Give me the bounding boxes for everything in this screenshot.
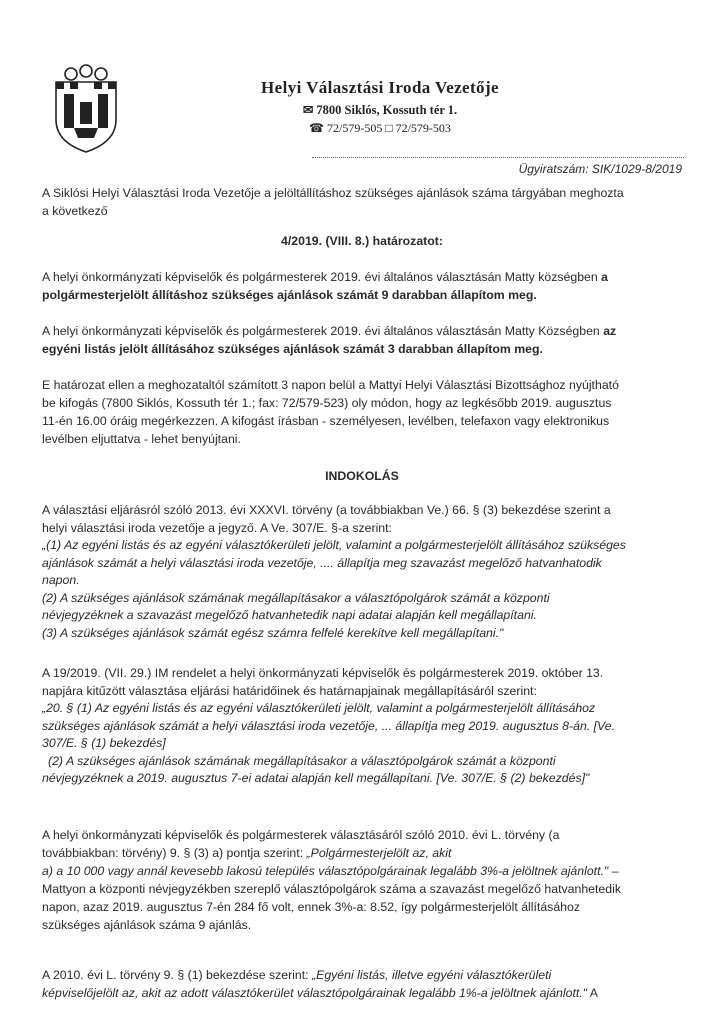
- text-line: szükséges ajánlások száma 9 ajánlás.: [42, 918, 252, 932]
- header-divider: [312, 157, 684, 158]
- quote-line: (2) A szükséges ajánlások számának megállapításakor a választópolgárok számát a központi: [48, 753, 556, 768]
- quote-line: (2) A szükséges ajánlások számának megállapításakor a választópolgárok számát a központi: [42, 590, 550, 605]
- siklos-coat-of-arms-logo: [50, 62, 122, 154]
- text-line: helyi választási iroda vezetője a jegyző. A Ve. 307/E. §-a szerint:: [42, 521, 392, 535]
- text-line: A 19/2019. (VII. 29.) IM rendelet a helyi önkormányzati képviselők és polgármesterek 2019. október 13.: [42, 666, 604, 680]
- address-text: 7800 Siklós, Kossuth tér 1.: [316, 103, 458, 117]
- phone-icon: ☎: [309, 121, 324, 135]
- decree-paragraph: [42, 664, 682, 700]
- quote-block-2: [42, 700, 682, 788]
- text-line: napon, azaz 2019. augusztus 7-én 284 fő volt, ennek 3%-a: 8.52, így polgármesterjelölt állításához: [42, 900, 580, 914]
- text-line: napjára kitűzött választása eljárási határidőinek és határnapjainak megállapításáról szerint:: [42, 684, 537, 698]
- text-span-bold: a: [601, 270, 608, 284]
- quote-line: szükséges ajánlások számát a helyi választási iroda vezetője, ... állapítja meg 2019. augusztus 8-án. [Ve.: [42, 718, 616, 733]
- letterhead: [200, 78, 560, 136]
- text-line: [42, 844, 682, 862]
- fax-text: 72/579-503: [395, 121, 451, 135]
- text-span-italic: a) a 10 000 vagy annál kevesebb lakosú település választópolgárainak legalább 3%-a jelöltnek ajánlott.": [42, 864, 609, 878]
- text-span: –: [608, 864, 619, 878]
- text-line: a következő: [42, 204, 108, 218]
- text-line: A Siklósi Helyi Választási Iroda Vezetője a jelöltállításhoz szükséges ajánlások száma tárgyában meghozta: [42, 186, 624, 200]
- text-line: A helyi önkormányzati képviselők és polgármesterek választásáról szóló 2010. évi L. törvény (a: [42, 828, 560, 842]
- text-span: A 2010. évi L. törvény 9. § (1) bekezdése szerint:: [42, 968, 309, 982]
- quote-line: ajánlások számát a helyi választási iroda vezetője, .... állapítja meg szavazást megelőző hatvanhatodik: [42, 555, 602, 570]
- text-line: [42, 268, 682, 286]
- contact-line: [200, 121, 560, 136]
- phone-text: 72/579-505: [327, 121, 383, 135]
- text-span-italic: „Egyéni listás, illetve egyéni választókerületi: [312, 968, 552, 982]
- quote-line: „(1) Az egyéni listás és az egyéni választókerületi jelölt, valamint a polgármesterjelölt állításához szükséges: [42, 538, 626, 552]
- appeal-paragraph: [42, 376, 682, 448]
- quote-line: napon.: [42, 573, 80, 587]
- decision-paragraph-1: [42, 268, 682, 304]
- text-span: továbbiakban: törvény) 9. § (3) a) pontja szerint:: [42, 846, 304, 860]
- quote-line: „20. § (1) Az egyéni listás és az egyéni választókerületi jelölt, valamint a polgármesterjelölt állításához: [42, 701, 596, 715]
- text-line: [42, 984, 682, 1002]
- text-line: be kifogás (7800 Siklós, Kossuth tér 1.; fax: 72/579-523) oly módon, hogy az legkésőbb 2019. augusztus: [42, 396, 612, 410]
- text-line: levélben eljuttatva - lehet benyújtani.: [42, 432, 241, 446]
- quote-line: névjegyzéknek a szavazást megelőző hatvanhetedik napi adatai alapján kell megállapítani.: [42, 608, 537, 622]
- text-span-italic: „Polgármesterjelölt az, akit: [306, 846, 452, 860]
- text-span-bold: az: [603, 324, 617, 338]
- quote-block-1: [42, 537, 682, 642]
- address-line: [200, 102, 560, 118]
- intro-paragraph: [42, 184, 682, 220]
- text-line: A választási eljárásról szóló 2013. évi XXXVI. törvény (a továbbiakban Ve.) 66. § (3) bekezdése szerint a: [42, 503, 611, 517]
- text-line: [42, 862, 682, 880]
- text-span: A: [587, 986, 599, 1000]
- text-line-bold: egyéni listás jelölt állításához szükséges ajánlások számát 3 darabban állapítom meg.: [42, 342, 543, 356]
- text-line: [42, 966, 682, 984]
- office-title: Helyi Választási Iroda Vezetője: [261, 78, 499, 97]
- text-span-italic: képviselőjelölt az, akit az adott választókerület választópolgárainak legalább 1%-a jelöltnek ajánlott.": [42, 986, 588, 1000]
- law-paragraph-3: [42, 966, 682, 1002]
- text-span: A helyi önkormányzati képviselők és polgármesterek 2019. évi általános választásán Matty községben: [42, 270, 598, 284]
- quote-line: (3) A szükséges ajánlások számát egész számra felfelé kerekítve kell megállapítani.": [42, 625, 504, 640]
- law-paragraph-2: [42, 826, 682, 934]
- fax-icon: □: [385, 121, 393, 135]
- law-paragraph-1: [42, 501, 682, 537]
- text-line: 11-én 16.00 óráig megérkezzen. A kifogást írásban - személyesen, levélben, telefaxon vagy elektronikus: [42, 414, 610, 428]
- text-line: E határozat ellen a meghozataltól számított 3 napon belül a Mattyi Helyi Választási Bizottsághoz nyújtható: [42, 378, 619, 392]
- text-line: [42, 322, 682, 340]
- resolution-title: 4/2019. (VIII. 8.) határozatot:: [281, 234, 443, 248]
- quote-line: 307/E. § (1) bekezdés]: [42, 736, 166, 750]
- text-line-bold: polgármesterjelölt állításhoz szükséges ajánlások számát 9 darabban állapítom meg.: [42, 288, 537, 302]
- envelope-icon: ✉: [302, 103, 314, 117]
- text-line: Mattyon a központi névjegyzékben szereplő választópolgárok száma a szavazást megelőző hatvanhetedik: [42, 882, 621, 896]
- quote-line: névjegyzéknek a 2019. augusztus 7-ei adatai alapján kell megállapítani. [Ve. 307/E. § (2) bekezdés]": [42, 771, 590, 785]
- reasoning-title: INDOKOLÁS: [325, 469, 399, 483]
- text-span: A helyi önkormányzati képviselők és polgármesterek 2019. évi általános választásán Matty Községben: [42, 324, 600, 338]
- decision-paragraph-2: [42, 322, 682, 358]
- reference-number: Ügyiratszám: SIK/1029-8/2019: [518, 162, 682, 176]
